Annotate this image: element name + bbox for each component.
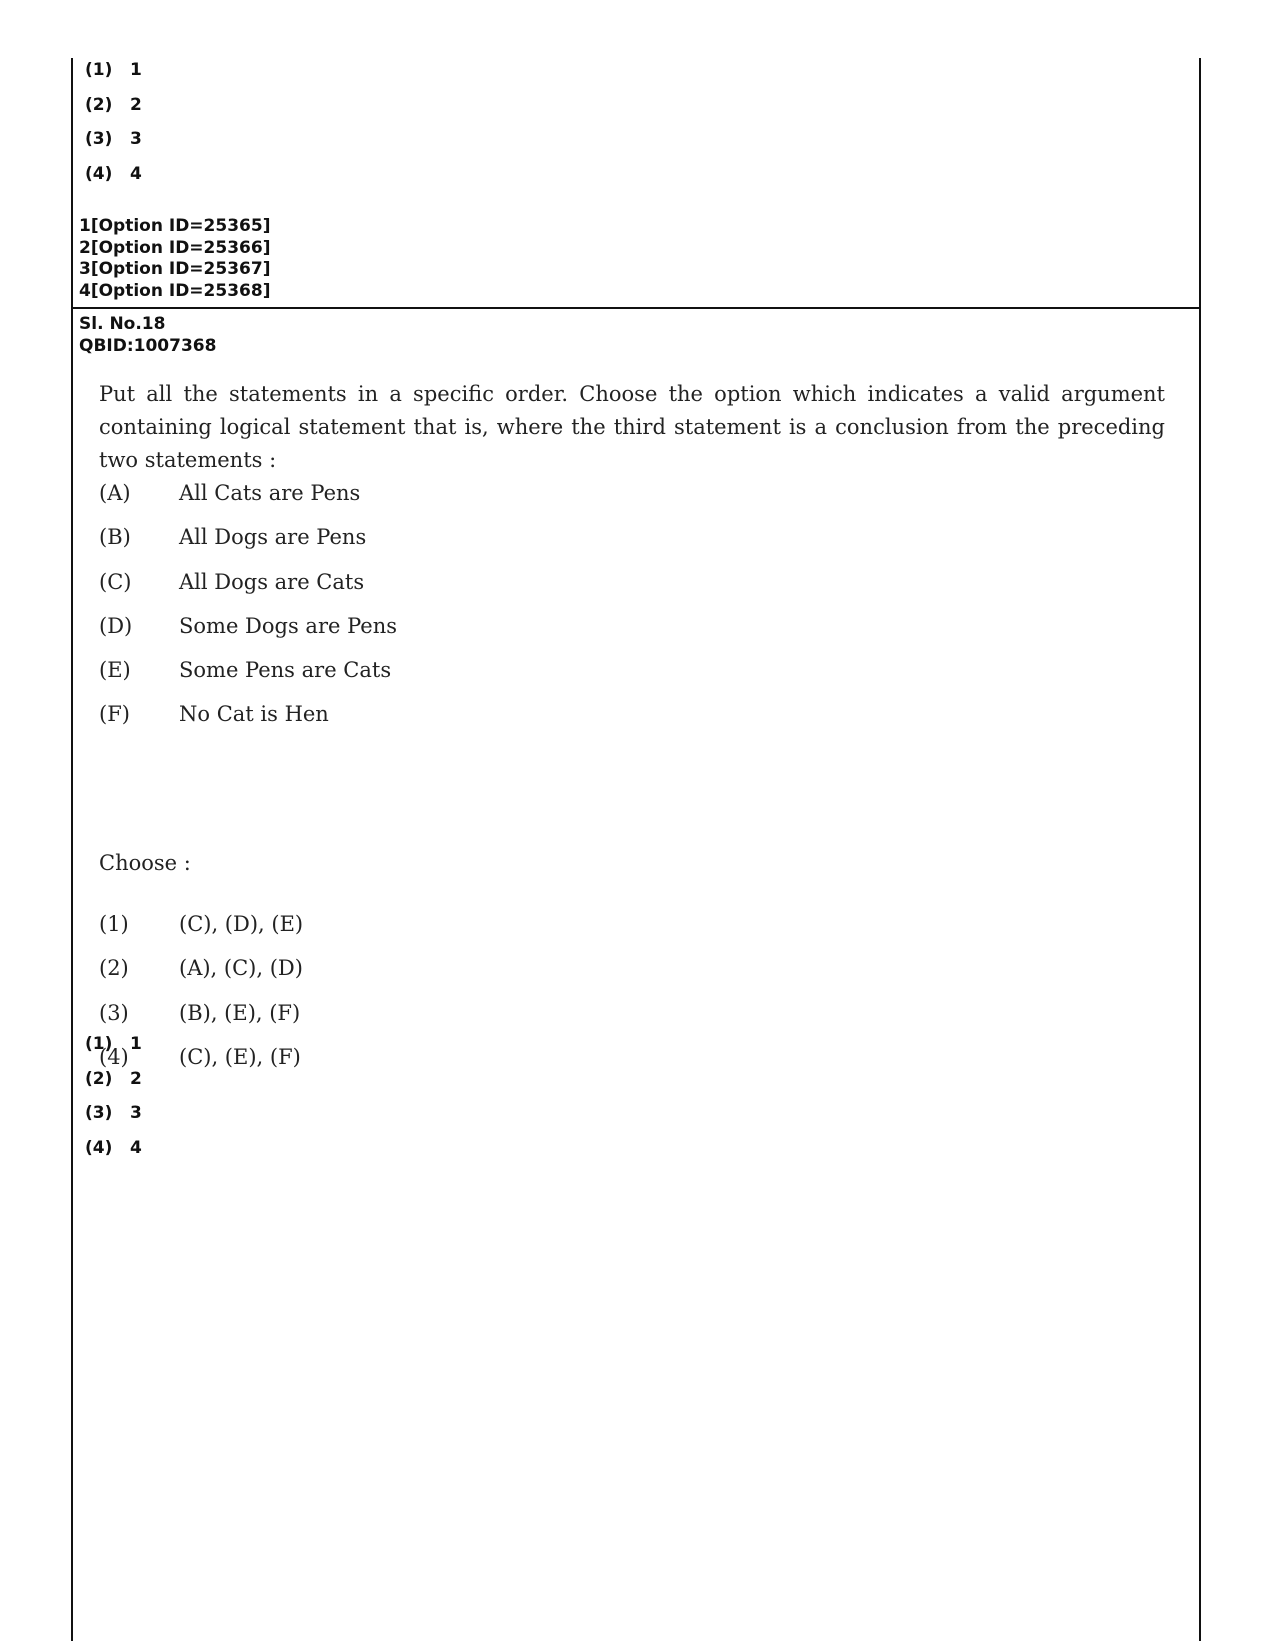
statement-text: All Dogs are Cats xyxy=(179,569,365,594)
statement-item xyxy=(99,567,397,611)
statement-label: (D) xyxy=(99,613,133,638)
choice-text: (C), (D), (E) xyxy=(179,912,304,936)
option-number: (1) xyxy=(85,1034,113,1054)
option-text: 1 xyxy=(130,1034,142,1054)
question-bank-id: QBID:1007368 xyxy=(79,335,217,356)
serial-number: Sl. No.18 xyxy=(79,314,166,334)
statement-label: (F) xyxy=(99,702,130,727)
answer-option[interactable] xyxy=(85,1067,142,1102)
option-id: 1[Option ID=25365] xyxy=(79,216,271,236)
statement-text: All Cats are Pens xyxy=(179,481,361,505)
option-id: 2[Option ID=25366] xyxy=(79,237,271,258)
statement-item xyxy=(99,522,397,566)
option-text: 3 xyxy=(130,129,142,150)
choice-text: (A), (C), (D) xyxy=(179,956,303,981)
choice-text: (C), (E), (F) xyxy=(179,1044,301,1069)
statement-label: (C) xyxy=(99,569,132,594)
question-meta xyxy=(79,314,216,357)
answer-option[interactable] xyxy=(85,162,142,197)
option-number: (2) xyxy=(85,94,113,115)
answer-option[interactable] xyxy=(85,127,142,162)
answer-option[interactable] xyxy=(85,1101,142,1136)
option-id: 3[Option ID=25367] xyxy=(79,259,271,279)
option-text: 2 xyxy=(130,1068,142,1089)
option-text: 2 xyxy=(130,94,142,115)
choice-label: (4) xyxy=(99,1044,129,1069)
option-number: (3) xyxy=(85,129,113,150)
statement-label: (A) xyxy=(99,481,131,505)
answer-options xyxy=(85,1032,142,1171)
answer-option[interactable] xyxy=(85,1136,142,1171)
statement-item xyxy=(99,699,397,743)
option-number: (2) xyxy=(85,1068,113,1089)
option-text: 3 xyxy=(130,1103,142,1124)
section-divider xyxy=(73,307,1199,309)
option-id: 4[Option ID=25368] xyxy=(79,280,271,301)
option-number: (4) xyxy=(85,164,113,185)
choose-heading: Choose : xyxy=(99,851,191,875)
answer-option[interactable] xyxy=(85,58,142,93)
option-text: 1 xyxy=(130,60,142,80)
statement-label: (B) xyxy=(99,525,131,550)
option-number: (3) xyxy=(85,1103,113,1124)
choice-item xyxy=(99,953,303,997)
statement-text: All Dogs are Pens xyxy=(179,525,367,550)
statement-text: Some Dogs are Pens xyxy=(179,613,397,638)
answer-option[interactable] xyxy=(85,1032,142,1067)
previous-answer-options xyxy=(85,58,142,197)
choice-label: (2) xyxy=(99,956,129,981)
statement-item xyxy=(99,478,397,522)
choice-label: (3) xyxy=(99,1000,129,1025)
option-text: 4 xyxy=(130,1138,142,1159)
option-text: 4 xyxy=(130,164,142,185)
option-id-list xyxy=(79,216,270,302)
question-text: Put all the statements in a specific order. Choose the option which indicates a valid argument containing logical statement that is, where the third statement is a conclusion from the preceding two statements : xyxy=(99,382,1165,472)
statement-label: (E) xyxy=(99,658,131,683)
choice-label: (1) xyxy=(99,912,129,936)
option-number: (1) xyxy=(85,60,113,80)
choice-item xyxy=(99,909,303,953)
statement-list xyxy=(99,478,397,744)
answer-option[interactable] xyxy=(85,93,142,128)
choice-text: (B), (E), (F) xyxy=(179,1000,301,1025)
statement-text: Some Pens are Cats xyxy=(179,658,392,683)
statement-text: No Cat is Hen xyxy=(179,702,329,727)
question-frame xyxy=(71,58,1201,1641)
statement-item xyxy=(99,611,397,655)
statement-item xyxy=(99,655,397,699)
option-number: (4) xyxy=(85,1138,113,1159)
